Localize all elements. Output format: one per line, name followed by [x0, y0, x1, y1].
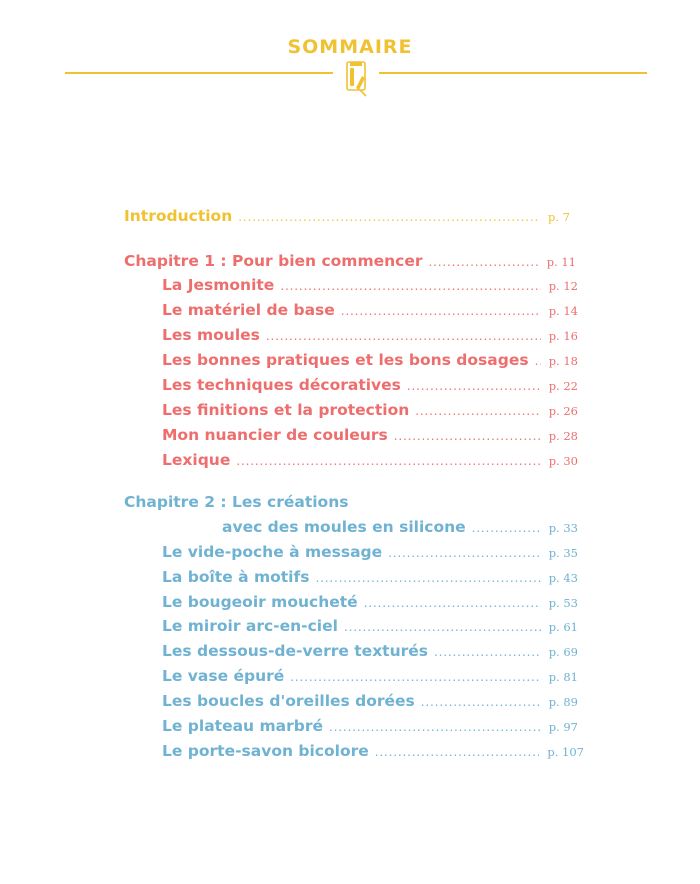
toc-entry[interactable] — [162, 692, 578, 714]
toc-entry[interactable] — [162, 376, 578, 398]
dot-leader — [472, 521, 541, 535]
dot-leader — [290, 670, 540, 684]
dot-leader — [344, 620, 541, 634]
toc-entry-page: p. 12 — [548, 279, 578, 293]
toc-entry-label: Les techniques décoratives — [162, 376, 401, 394]
toc-entry-page: p. 14 — [548, 304, 578, 318]
dot-leader — [375, 745, 540, 759]
toc-entry-page: p. 30 — [548, 454, 578, 468]
toc-entry-page: p. 81 — [548, 670, 578, 684]
toc-chapter-title: avec des moules en silicone — [222, 518, 466, 536]
toc-entry-label: Les boucles d'oreilles dorées — [162, 692, 415, 710]
toc-entry-page: p. 35 — [548, 546, 578, 560]
toc-entry-page: p. 18 — [548, 354, 578, 368]
toc-entry[interactable] — [162, 401, 578, 423]
toc-entry[interactable] — [162, 717, 578, 739]
toc-entry-label: Le porte-savon bicolore — [162, 742, 369, 760]
toc-entry-label: Mon nuancier de couleurs — [162, 426, 388, 444]
toc-entry-label: Le miroir arc-en-ciel — [162, 617, 338, 635]
toc-entry-label: Le plateau marbré — [162, 717, 323, 735]
toc-entry-label: Les moules — [162, 326, 260, 344]
toc-entry-label: Le vide-poche à message — [162, 543, 383, 561]
mold-and-spatula-icon — [338, 58, 374, 100]
toc-entry-page: p. 16 — [548, 329, 578, 343]
dot-leader — [341, 304, 541, 318]
header-rule-right — [379, 72, 647, 74]
toc-chapter-1[interactable] — [124, 252, 576, 274]
toc-entry[interactable] — [162, 593, 578, 615]
toc-entry[interactable] — [162, 617, 578, 639]
toc-entry[interactable] — [162, 543, 578, 565]
page-header — [0, 0, 700, 110]
dot-leader — [266, 329, 541, 343]
toc-chapter-2-title[interactable]: Chapitre 2 : Les créations — [124, 493, 349, 511]
toc-entry-page: p. 97 — [548, 720, 578, 734]
toc-entry-page: p. 43 — [548, 571, 578, 585]
toc-entry[interactable] — [162, 351, 578, 373]
toc-chapter-page: p. 11 — [546, 255, 576, 269]
toc-entry-label: Les finitions et la protection — [162, 401, 410, 419]
dot-leader — [434, 645, 541, 659]
toc-entry[interactable] — [162, 642, 578, 664]
toc-entry-page: p. 7 — [548, 210, 570, 224]
toc-entry-label: Le matériel de base — [162, 301, 335, 319]
toc-entry-label: Le vase épuré — [162, 667, 285, 685]
toc-entry-page: p. 107 — [547, 745, 584, 759]
toc-entry[interactable] — [162, 426, 578, 448]
dot-leader — [388, 546, 541, 560]
toc-entry-page: p. 22 — [548, 379, 578, 393]
dot-leader — [364, 596, 541, 610]
toc-chapter-title: Chapitre 1 : Pour bien commencer — [124, 252, 423, 270]
toc-entry-label: La Jesmonite — [162, 276, 275, 294]
toc-entry[interactable] — [162, 276, 578, 298]
dot-leader — [315, 571, 540, 585]
dot-leader — [236, 454, 540, 468]
dot-leader — [421, 695, 541, 709]
toc-entry-page: p. 26 — [548, 404, 578, 418]
dot-leader — [394, 429, 541, 443]
toc-entry-label: Les bonnes pratiques et les bons dosages — [162, 351, 529, 369]
toc-entry-label: Lexique — [162, 451, 231, 469]
toc-chapter-page: p. 33 — [548, 521, 578, 535]
toc-entry-label: La boîte à motifs — [162, 568, 310, 586]
toc-entry[interactable] — [162, 326, 578, 348]
toc-entry-page: p. 89 — [548, 695, 578, 709]
toc-entry[interactable] — [162, 742, 584, 764]
toc-entry[interactable] — [162, 667, 578, 689]
page-title: SOMMAIRE — [287, 36, 413, 58]
dot-leader — [428, 255, 538, 269]
dot-leader — [329, 720, 541, 734]
toc-entry-label: Introduction — [124, 207, 233, 225]
dot-leader — [280, 279, 540, 293]
dot-leader — [407, 379, 541, 393]
toc-entry[interactable] — [162, 451, 578, 473]
dot-leader — [238, 210, 540, 224]
toc-entry[interactable] — [162, 301, 578, 323]
toc-entry-introduction[interactable] — [124, 207, 570, 229]
toc-chapter-2[interactable] — [222, 518, 578, 540]
toc-entry[interactable] — [162, 568, 578, 590]
toc-entry-label: Les dessous-de-verre texturés — [162, 642, 429, 660]
dot-leader — [415, 404, 540, 418]
toc-entry-label: Le bougeoir moucheté — [162, 593, 358, 611]
toc-entry-page: p. 69 — [548, 645, 578, 659]
toc-entry-page: p. 53 — [548, 596, 578, 610]
dot-leader — [535, 354, 541, 368]
header-rule-left — [65, 72, 333, 74]
toc-entry-page: p. 28 — [548, 429, 578, 443]
toc-entry-page: p. 61 — [548, 620, 578, 634]
